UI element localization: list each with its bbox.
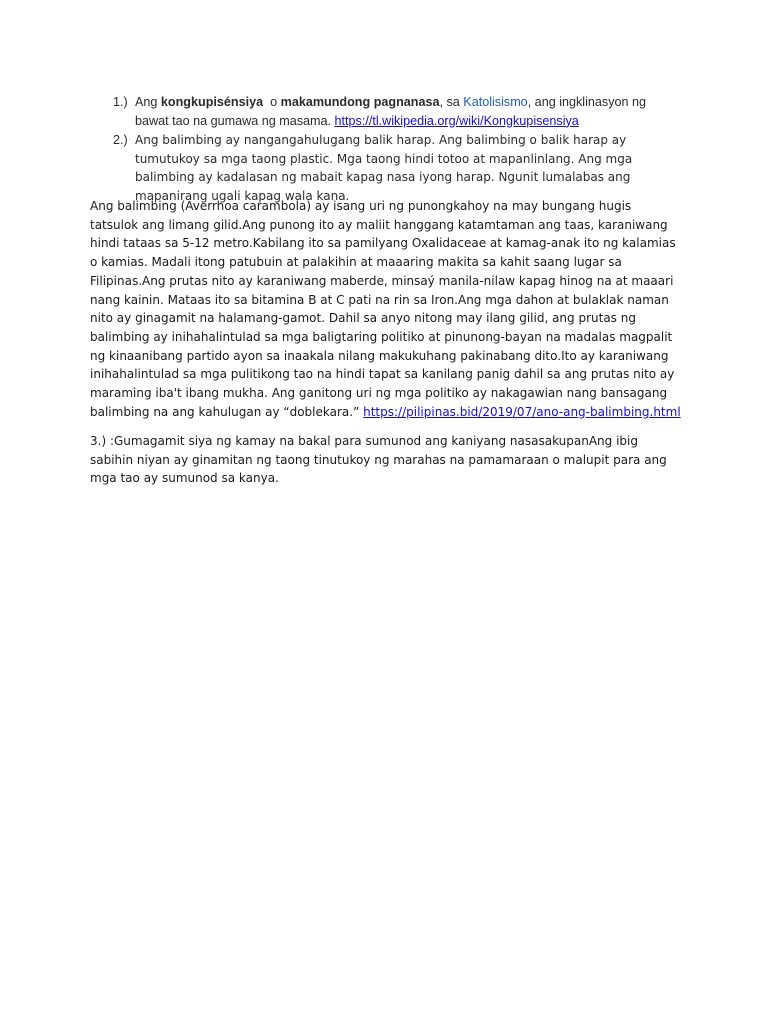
list-number: 1.)	[113, 95, 128, 109]
wikipedia-link[interactable]: https://tl.wikipedia.org/wiki/Kongkupisensiya	[334, 113, 579, 128]
katolisismo-link[interactable]: Katolisismo	[463, 95, 528, 109]
item-3-paragraph: 3.) :Gumagamit siya ng kamay na bakal para sumunod ang kaniyang nasasakupanAng ibig sabihin niyan ay ginamitan ng taong tinutukoy ng marahas na pamamaraan o malupit para ang mga tao ay sumunod sa kanya.	[90, 434, 667, 486]
paragraph-text: Ang balimbing (Averrhoa carambola) ay isang uri ng punongkahoy na may bungang hugis tatsulok ang limang gilid.Ang punong ito ay maliit hanggang katamtaman ang taas, karaniwang hindi tataas sa 5-12 metro.Kabilang ito sa pamilyang Oxalidaceae at kamag-anak ito ng kalamias o kamias. Madali itong patubuin at palakihin at maaaring makita sa kahit saang lugar sa Filipinas.Ang prutas nito ay karaniwang maberde, minsaý manila-nilaw kapag hinog na at maaari nang kainin. Mataas ito sa bitamina B at C pati na rin sa Iron.Ang mga dahon at bulaklak naman nito ay ginagamit na halamang-gamot. Dahil sa anyo nitong may ilang gilid, ang prutas ng balimbing ay inihahalintulad sa mga baligtaring politiko at pinunong-bayan na madalas magpalit ng kinaanibang partido ayon sa inaakala nilang makukuhang pakinabang dito.Ito ay karaniwang inihahalintulad sa mga pulitikong tao na hindi tapat sa kanilang panig dahil sa ang prutas nito ay maraming iba't ibang mukha. Ang ganitong uri ng mga politiko ay nakagawian nang bansagang balimbing na ang kahulugan ay “doblekara.”	[90, 199, 676, 419]
term-kongkupisensiya: kongkupisénsiya	[160, 95, 264, 109]
list-item	[113, 131, 683, 205]
term-makamundong-pagnanasa: makamundong pagnanasa	[280, 95, 440, 109]
list-item	[113, 93, 683, 130]
list-item-body: Ang balimbing ay nangangahulugang balik harap. Ang balimbing o balik harap ay tumutukoy sa mga taong plastic. Mga taong hindi totoo at mapanlinlang. Ang mga balimbing ay kadalasan ng mabait kapag nasa iyong harap. Ngunit lumalabas ang mapanirang ugali kapag wala kana.	[135, 133, 633, 203]
text-comma-sa: , sa	[439, 95, 460, 109]
numbered-list	[113, 93, 683, 205]
list-number: 2.)	[113, 133, 128, 147]
item1-rest-text: , ang ingklinasyon ng bawat tao na gumawa ng masama.	[135, 95, 647, 128]
pilipinas-link[interactable]: https://pilipinas.bid/2019/07/ano-ang-balimbing.html	[363, 404, 681, 419]
word-o: o	[270, 95, 278, 109]
balimbing-paragraph	[90, 197, 682, 421]
word-ang: Ang	[135, 95, 158, 109]
list-item-body	[135, 93, 683, 130]
